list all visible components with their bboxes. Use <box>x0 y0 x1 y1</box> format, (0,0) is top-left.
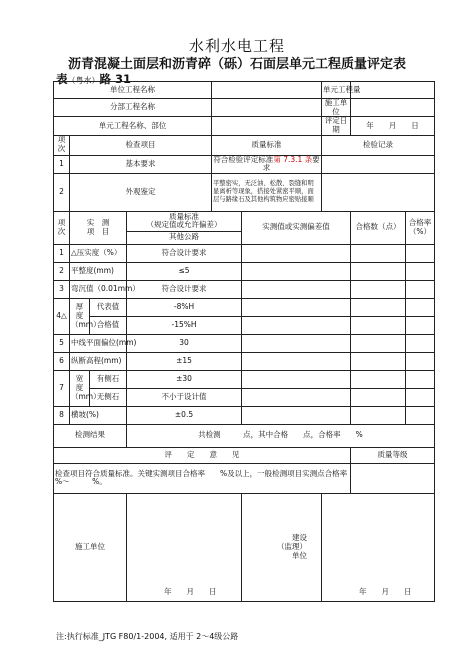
evaluation-table <box>53 81 435 602</box>
supervision-sign-label: 建设 （监理） 单位 <box>242 493 322 601</box>
s2-row-no: 7 <box>54 370 70 406</box>
s2-row-pass-rate[interactable] <box>406 244 435 262</box>
s2-row-no: 5 <box>54 334 70 352</box>
s2-row-values[interactable] <box>242 406 351 424</box>
s2-row-no: 1 <box>54 244 70 262</box>
form-code-prefix: 表 <box>56 72 68 86</box>
s2-row-no: 8 <box>54 406 70 424</box>
unit-project-qty-label: 单元工程量 <box>322 82 351 99</box>
s2-row-pass-rate[interactable] <box>406 352 435 370</box>
result-label: 检测结果 <box>54 424 127 447</box>
sub-project-name-value[interactable] <box>212 99 322 117</box>
s2-col-std: 质量标准 （规定值或允许偏差） <box>127 211 242 231</box>
sub-project-name-label: 分部工程名称 <box>54 99 212 117</box>
s2-row-no: 6 <box>54 352 70 370</box>
s2-row-pass-count[interactable] <box>351 316 406 334</box>
s1-row-record[interactable] <box>322 173 435 211</box>
s1-row-record[interactable] <box>322 155 435 173</box>
form-code-suffix: 路 31 <box>99 72 132 86</box>
eval-date-label: 评定日期 <box>322 117 351 135</box>
s2-row-no: 2 <box>54 262 70 280</box>
s2-row-group: 宽 度 （mm） <box>70 370 90 406</box>
s2-row-item: 横坡(%) <box>70 406 127 424</box>
s1-col-record: 检验记录 <box>322 135 435 155</box>
unit-name-part-value[interactable] <box>212 117 322 135</box>
grade-value[interactable] <box>351 463 435 493</box>
s2-row-group: 厚 度 （mm） <box>70 298 90 334</box>
s2-col-road: 其他公路 <box>127 231 242 244</box>
eval-date-value[interactable]: 年 月 日 <box>351 117 435 135</box>
s2-row-pass-count[interactable] <box>351 244 406 262</box>
s2-row-std: 符合设计要求 <box>127 280 242 298</box>
construction-sign-date: 年 月 日 <box>164 587 217 597</box>
s2-row-item: △压实度（%） <box>70 244 127 262</box>
s1-row-item: 基本要求 <box>70 155 212 173</box>
s2-row-pass-count[interactable] <box>351 280 406 298</box>
unit-project-name-value[interactable] <box>212 82 322 99</box>
s2-row-std: -8%H <box>127 298 242 316</box>
s2-col-item: 实 测 项 目 <box>70 211 127 244</box>
form-code-small: （粤水） <box>67 76 100 85</box>
s2-row-std: 不小于设计值 <box>127 388 242 406</box>
s2-row-item: 合格值 <box>90 316 127 334</box>
s2-row-pass-count[interactable] <box>351 406 406 424</box>
s2-row-pass-count[interactable] <box>351 298 406 316</box>
s2-col-values: 实测值或实测偏差值 <box>242 211 351 244</box>
s2-row-pass-rate[interactable] <box>406 316 435 334</box>
s2-row-values[interactable] <box>242 370 351 388</box>
s2-row-std: ±0.5 <box>127 406 242 424</box>
s1-col-standard: 质量标准 <box>212 135 322 155</box>
s2-row-item: 中线平面偏位(mm) <box>70 334 127 352</box>
s2-row-item: 弯沉值（0.01mm） <box>70 280 127 298</box>
s1-row-standard: 平整密实，无泛油、松散、裂缝和明显离析等现象，搭接处紧密平顺，面层与路缘石及其他构筑物应密贴接顺 <box>212 173 322 211</box>
s2-row-std: ±15 <box>127 352 242 370</box>
s2-row-pass-rate[interactable] <box>406 334 435 352</box>
s1-col-item: 检查项目 <box>70 135 212 155</box>
s2-row-pass-count[interactable] <box>351 370 406 388</box>
s2-row-item: 纵断高程(mm) <box>70 352 127 370</box>
construction-sign-label: 施工单位 <box>54 493 127 601</box>
s2-row-values[interactable] <box>242 388 351 406</box>
s1-row-standard <box>212 155 322 173</box>
unit-name-part-label: 单元工程名称、部位 <box>54 117 212 135</box>
s2-row-pass-rate[interactable] <box>406 406 435 424</box>
s2-row-values[interactable] <box>242 280 351 298</box>
footnote: 注:执行标准_JTG F80/1-2004, 适用于 2～4级公路 <box>56 632 239 641</box>
s2-row-pass-rate[interactable] <box>406 370 435 388</box>
s2-row-std: ≤5 <box>127 262 242 280</box>
s2-row-std: 符合设计要求 <box>127 244 242 262</box>
s2-row-std: ±30 <box>127 370 242 388</box>
supervision-sign-area[interactable] <box>322 493 435 601</box>
s2-col-pass-rate: 合格率（%） <box>406 211 435 244</box>
s2-row-pass-rate[interactable] <box>406 298 435 316</box>
s2-row-values[interactable] <box>242 334 351 352</box>
document-subtitle: 沥青混凝土面层和沥青碎（砾）石面层单元工程质量评定表 <box>67 57 406 72</box>
opinion-text[interactable]: 检查项目符合质量标准。关键实测项目合格率 %及以上，一般检测项目实测点合格率 %～ %。 <box>54 463 351 493</box>
s2-row-pass-count[interactable] <box>351 262 406 280</box>
s2-row-values[interactable] <box>242 352 351 370</box>
s1-row-no: 2 <box>54 173 70 211</box>
construction-unit-value[interactable] <box>351 99 435 117</box>
s2-row-no: 3 <box>54 280 70 298</box>
s2-row-pass-count[interactable] <box>351 352 406 370</box>
unit-project-name-label: 单位工程名称 <box>54 82 212 99</box>
s2-row-item: 有侧石 <box>90 370 127 388</box>
s2-row-values[interactable] <box>242 298 351 316</box>
grade-header: 质量等级 <box>351 447 435 463</box>
unit-project-qty-value[interactable] <box>351 82 435 99</box>
s1-row-no: 1 <box>54 155 70 173</box>
construction-unit-label: 施工单位 <box>322 99 351 117</box>
s2-col-pass-count: 合格数（点） <box>351 211 406 244</box>
supervision-sign-date: 年 月 日 <box>359 587 412 597</box>
s1-std-clause: 第 7.3.1 条 <box>273 154 313 164</box>
s1-std-post: 要求 <box>262 154 320 173</box>
s2-row-std: -15%H <box>127 316 242 334</box>
s2-row-item: 无侧石 <box>90 388 127 406</box>
s2-row-values[interactable] <box>242 244 351 262</box>
s2-row-pass-rate[interactable] <box>406 262 435 280</box>
construction-sign-area[interactable] <box>127 493 242 601</box>
s2-row-values[interactable] <box>242 262 351 280</box>
s2-row-pass-rate[interactable] <box>406 280 435 298</box>
s2-row-pass-count[interactable] <box>351 388 406 406</box>
s2-row-item: 平整度(mm) <box>70 262 127 280</box>
s1-row-item: 外观鉴定 <box>70 173 212 211</box>
s2-row-std: 30 <box>127 334 242 352</box>
s1-std-pre: 符合检验评定标准 <box>213 154 274 164</box>
s2-row-no: 4△ <box>54 298 70 334</box>
s2-col-no: 项次 <box>54 211 70 244</box>
s2-row-item: 代表值 <box>90 298 127 316</box>
opinion-header: 评 定 意 见 <box>54 447 351 463</box>
result-text[interactable]: 共检测 点，其中合格 点，合格率 % <box>127 424 435 447</box>
document-title: 水利水电工程 <box>188 37 285 55</box>
s2-row-values[interactable] <box>242 316 351 334</box>
s1-col-no: 项次 <box>54 135 70 155</box>
s2-row-pass-rate[interactable] <box>406 388 435 406</box>
s2-row-pass-count[interactable] <box>351 334 406 352</box>
